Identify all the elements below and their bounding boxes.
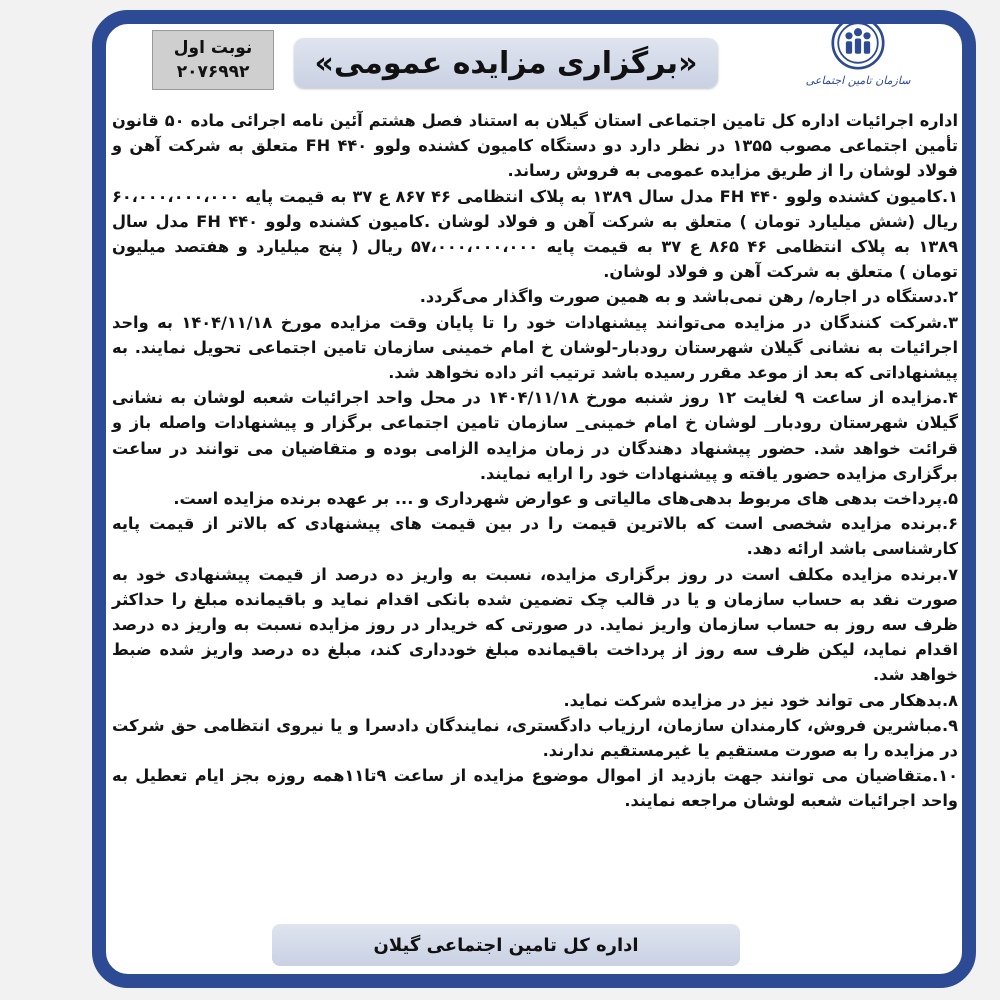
- issue-number: ۲۰۷۶۹۹۲: [176, 62, 250, 82]
- item-text: مزایده از ساعت ۹ لغایت ۱۲ روز شنبه مورخ ۱۴۰۴/۱۱/۱۸ در محل واحد اجرائیات شعبه لوشان به نشانی گیلان شهرستان رودبار_ لوشان خ امام خمینی_ سازمان تامین اجتماعی برگزار و پیشنهادات واصله باز و قرائت خواهد شد. حضور پیشنهاد دهندگان در زمان مزایده الزامی بوده و متقاضیان می توانند در ساعت برگزاری مزایده حضور یافته و پیشنهادات خود را ارایه نمایند.: [112, 388, 958, 483]
- intro-paragraph: اداره اجرائیات اداره کل تامین اجتماعی استان گیلان به استناد فصل هشتم آئین نامه اجرائی ماده ۵۰ قانون تأمین اجتماعی مصوب ۱۳۵۵ در نظر دارد دو دستگاه کامیون کشنده ولوو FH ۴۴۰ متعلق به شرکت آهن و فولاد لوشان را از طریق مزایده عمومی به فروش رساند.: [112, 111, 959, 181]
- list-item: [112, 385, 958, 486]
- item-text: مباشرین فروش، کارمندان سازمان، ارزیاب دادگستری، نمایندگان دادسرا و یا نیروی انتظامی حق شرکت در مزایده را به صورت مستقیم یا غیرمستقیم ندارند.: [112, 715, 958, 761]
- item-number: ۸.: [941, 690, 958, 710]
- item-number: ۳.: [941, 312, 959, 332]
- item-number: ۶.: [941, 514, 958, 534]
- item-number: ۷.: [941, 564, 958, 584]
- items-list: [112, 184, 958, 814]
- item-number: ۴.: [941, 388, 959, 408]
- item-text: پرداخت بدهی های مربوط بدهی‌های مالیاتی و عوارض شهرداری و ... بر عهده برنده مزایده است.: [173, 489, 942, 509]
- item-number: ۱۰.: [932, 766, 958, 786]
- logo-text: سازمان تامین اجتماعی: [805, 74, 911, 87]
- list-item: [112, 511, 958, 561]
- item-number: ۲.: [941, 287, 958, 307]
- social-security-logo-icon: [831, 16, 885, 70]
- item-number: ۵.: [941, 489, 958, 509]
- item-text: بدهکار می تواند خود نیز در مزایده شرکت نماید.: [563, 690, 942, 710]
- item-text: برنده مزایده مکلف است در روز برگزاری مزایده، نسبت به واریز ده درصد از قیمت پیشنهادی خود به صورت نقد به حساب سازمان و یا در قالب چک تضمین شده بانکی اقدام نماید و باقیمانده مبلغ را حداکثر ظرف سه روز به حساب سازمان واریز نماید. در صورتی که خریدار در روز مزایده نسبت به واریز ده درصد اقدام نماید، لیکن ظرف سه روز از پرداخت باقیمانده مبلغ خودداری کند، مبلغ ده درصد واریز شده ضبط خواهد شد.: [112, 564, 958, 685]
- issue-label: نوبت اول: [173, 38, 253, 58]
- item-text: برنده مزایده شخصی است که بالاترین قیمت را در بین قیمت های پیشنهادی که بالاتر از قیمت پایه کارشناسی باشد ارائه دهد.: [112, 514, 958, 559]
- footer-banner: [272, 924, 740, 966]
- list-item: [112, 688, 958, 713]
- list-item: [112, 284, 958, 309]
- issue-box: [152, 30, 274, 90]
- notice-body: [112, 108, 958, 814]
- list-item: [112, 763, 958, 813]
- item-text: دستگاه در اجاره/ رهن نمی‌باشد و به همین صورت واگذار می‌گردد.: [419, 287, 942, 307]
- logo: [805, 16, 911, 102]
- list-item: [112, 562, 958, 688]
- footer-signature: اداره کل تامین اجتماعی گیلان: [373, 934, 639, 956]
- item-number: ۹.: [941, 715, 958, 735]
- item-text: کامیون کشنده ولوو FH ۴۴۰ مدل سال ۱۳۸۹ به پلاک انتظامی ۴۶ ۸۶۷ ع ۳۷ به قیمت پایه ۶۰،۰۰۰،۰۰۰،۰۰۰ ریال (شش میلیارد تومان ) متعلق به شرکت آهن و فولاد لوشان .کامیون کشنده ولوو FH ۴۴۰ مدل سال ۱۳۸۹ به پلاک انتظامی ۴۶ ۸۶۵ ع ۳۷ به قیمت پایه ۵۷،۰۰۰،۰۰۰،۰۰۰ ریال ( پنج میلیارد و هفتصد میلیون تومان ) متعلق به شرکت آهن و فولاد لوشان.: [112, 186, 958, 282]
- item-text: شرکت کنندگان در مزایده می‌توانند پیشنهادات خود را تا پایان وقت مزایده مورخ ۱۴۰۴/۱۱/۱۸ به واحد اجرائیات به نشانی گیلان شهرستان رودبار-لوشان خ امام خمینی سازمان تامین اجتماعی تحویل نمایند. به پیشنهاداتی که بعد از موعد مقرر رسیده باشد ترتیب اثر داده نخواهد شد.: [112, 312, 958, 383]
- title-banner: [294, 38, 718, 88]
- item-text: متقاضیان می توانند جهت بازدید از اموال موضوع مزایده از ساعت ۹تا۱۱همه روزه بجز ایام تعطیل به واحد اجرائیات شعبه لوشان مراجعه نمایند.: [112, 766, 958, 811]
- item-number: ۱.: [941, 186, 959, 206]
- list-item: [112, 713, 958, 763]
- list-item: [112, 184, 958, 285]
- page-title: «برگزاری مزایده عمومی»: [314, 45, 698, 81]
- list-item: [112, 310, 958, 386]
- list-item: [112, 486, 958, 511]
